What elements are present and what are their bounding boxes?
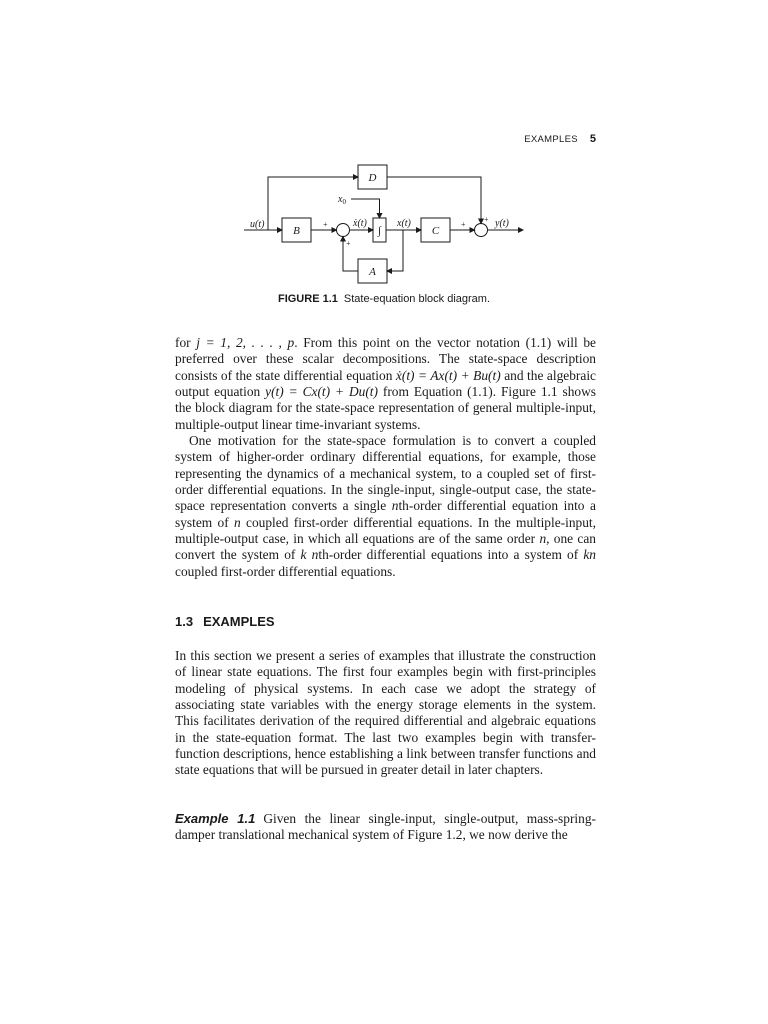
signal-label-xdot: ẋ(t) [353,218,367,229]
block-label-b: B [293,225,300,237]
p2-text-4: , one can convert the system of [175,531,596,563]
summing-junction-2 [475,224,488,237]
signal-line-x-to-a [387,230,403,271]
running-head [500,133,596,145]
p2-text-5: th-order differential equations into a system of [318,547,584,563]
block-label-c: C [431,225,440,237]
paragraph-examples-intro [175,648,596,779]
signal-label-u: u(t) [250,219,265,230]
p2-math-n-3: n [539,531,547,547]
running-head-section: EXAMPLES [524,134,578,145]
figure-caption [0,293,768,305]
figure-label: FIGURE 1.1 [277,293,338,305]
example-text: Given the linear single-input, single-output, mass-spring-damper translational mechanical system of Figure 1.2, we now derive the [175,811,596,843]
signal-label-y: y(t) [495,218,509,229]
p2-text-6: coupled first-order differential equations. [175,563,396,579]
page-number: 5 [589,133,596,145]
p2-math-k-n: k n [300,547,319,563]
signal-label-x0-subscript: 0 [342,198,346,206]
p2-text-1: One motivation for the state-space formulation is to convert a coupled system of higher-order ordinary differential equations, for example, those representing the dynamics of a mechanical system, to a coupled set of first-order differential equations. In the single-input, single-output case, the state-space representation converts a single [175,433,596,514]
figure-caption-text: State-equation block diagram. [343,293,491,305]
p1-math-output-eq: y(t) = Cx(t) + Du(t) [265,384,378,400]
p1-text-3: and the algebraic output equation [175,367,596,400]
section-title: EXAMPLES [203,614,275,629]
p2-math-kn: kn [583,547,596,563]
sign-plus-d: + [484,215,489,224]
signal-label-x0: $x_0$ [338,194,346,206]
block-label-d: D [368,172,377,184]
example-paragraph [175,811,596,844]
example-label: Example 1.1 [175,811,256,826]
block-diagram [244,160,529,290]
p1-math-state-eq: ẋ(t) = Ax(t) + Bu(t) [395,367,501,383]
p3-text: In this section we present a series of examples that illustrate the construction of linear state equations. The first four examples begin with first-principles modeling of physical systems. In each case we adopt the strategy of associating state variables with the energy storage elements in the system. This facilitates derivation of the required differential and algebraic equations in the state-equation format. The last two examples begin with transfer-function descriptions, hence establishing a link between transfer functions and state equations that will be pursued in greater detail in later chapters. [175,648,596,778]
integral-symbol: ∫ [377,225,382,237]
block-label-a: A [369,266,376,278]
p1-text-1: for [175,335,197,350]
section-heading [175,614,275,629]
sign-plus-a: + [346,239,351,248]
p1-text-2: . From this point on the vector notation (1.1) will be preferred over these scalar decompositions. The state-space description consists of the state differential equation [175,335,596,383]
sign-plus-c: + [461,220,466,229]
p2-math-n-2: n [234,514,241,530]
summing-junction-1 [337,224,350,237]
paragraph-state-space [175,335,596,433]
p1-text-4: from Equation (1.1). Figure 1.1 shows the block diagram for the state-space representation of general multiple-input, multiple-output linear time-invariant systems. [175,384,596,432]
p2-text-3: coupled first-order differential equations. In the multiple-input, multiple-output case, in which all equations are of the same order [175,514,596,547]
p1-math-j: j = 1, 2, . . . , p [196,335,295,350]
paragraph-motivation [175,433,596,580]
p2-math-n-1: n [391,498,399,514]
signal-label-x: x(t) [397,218,411,229]
section-number: 1.3 [175,614,194,629]
sign-plus-b: + [323,220,328,229]
signal-line-d-to-sum [387,177,481,224]
p2-text-2: th-order differential equation into a system of [175,498,596,530]
signal-line-x0 [351,199,380,218]
